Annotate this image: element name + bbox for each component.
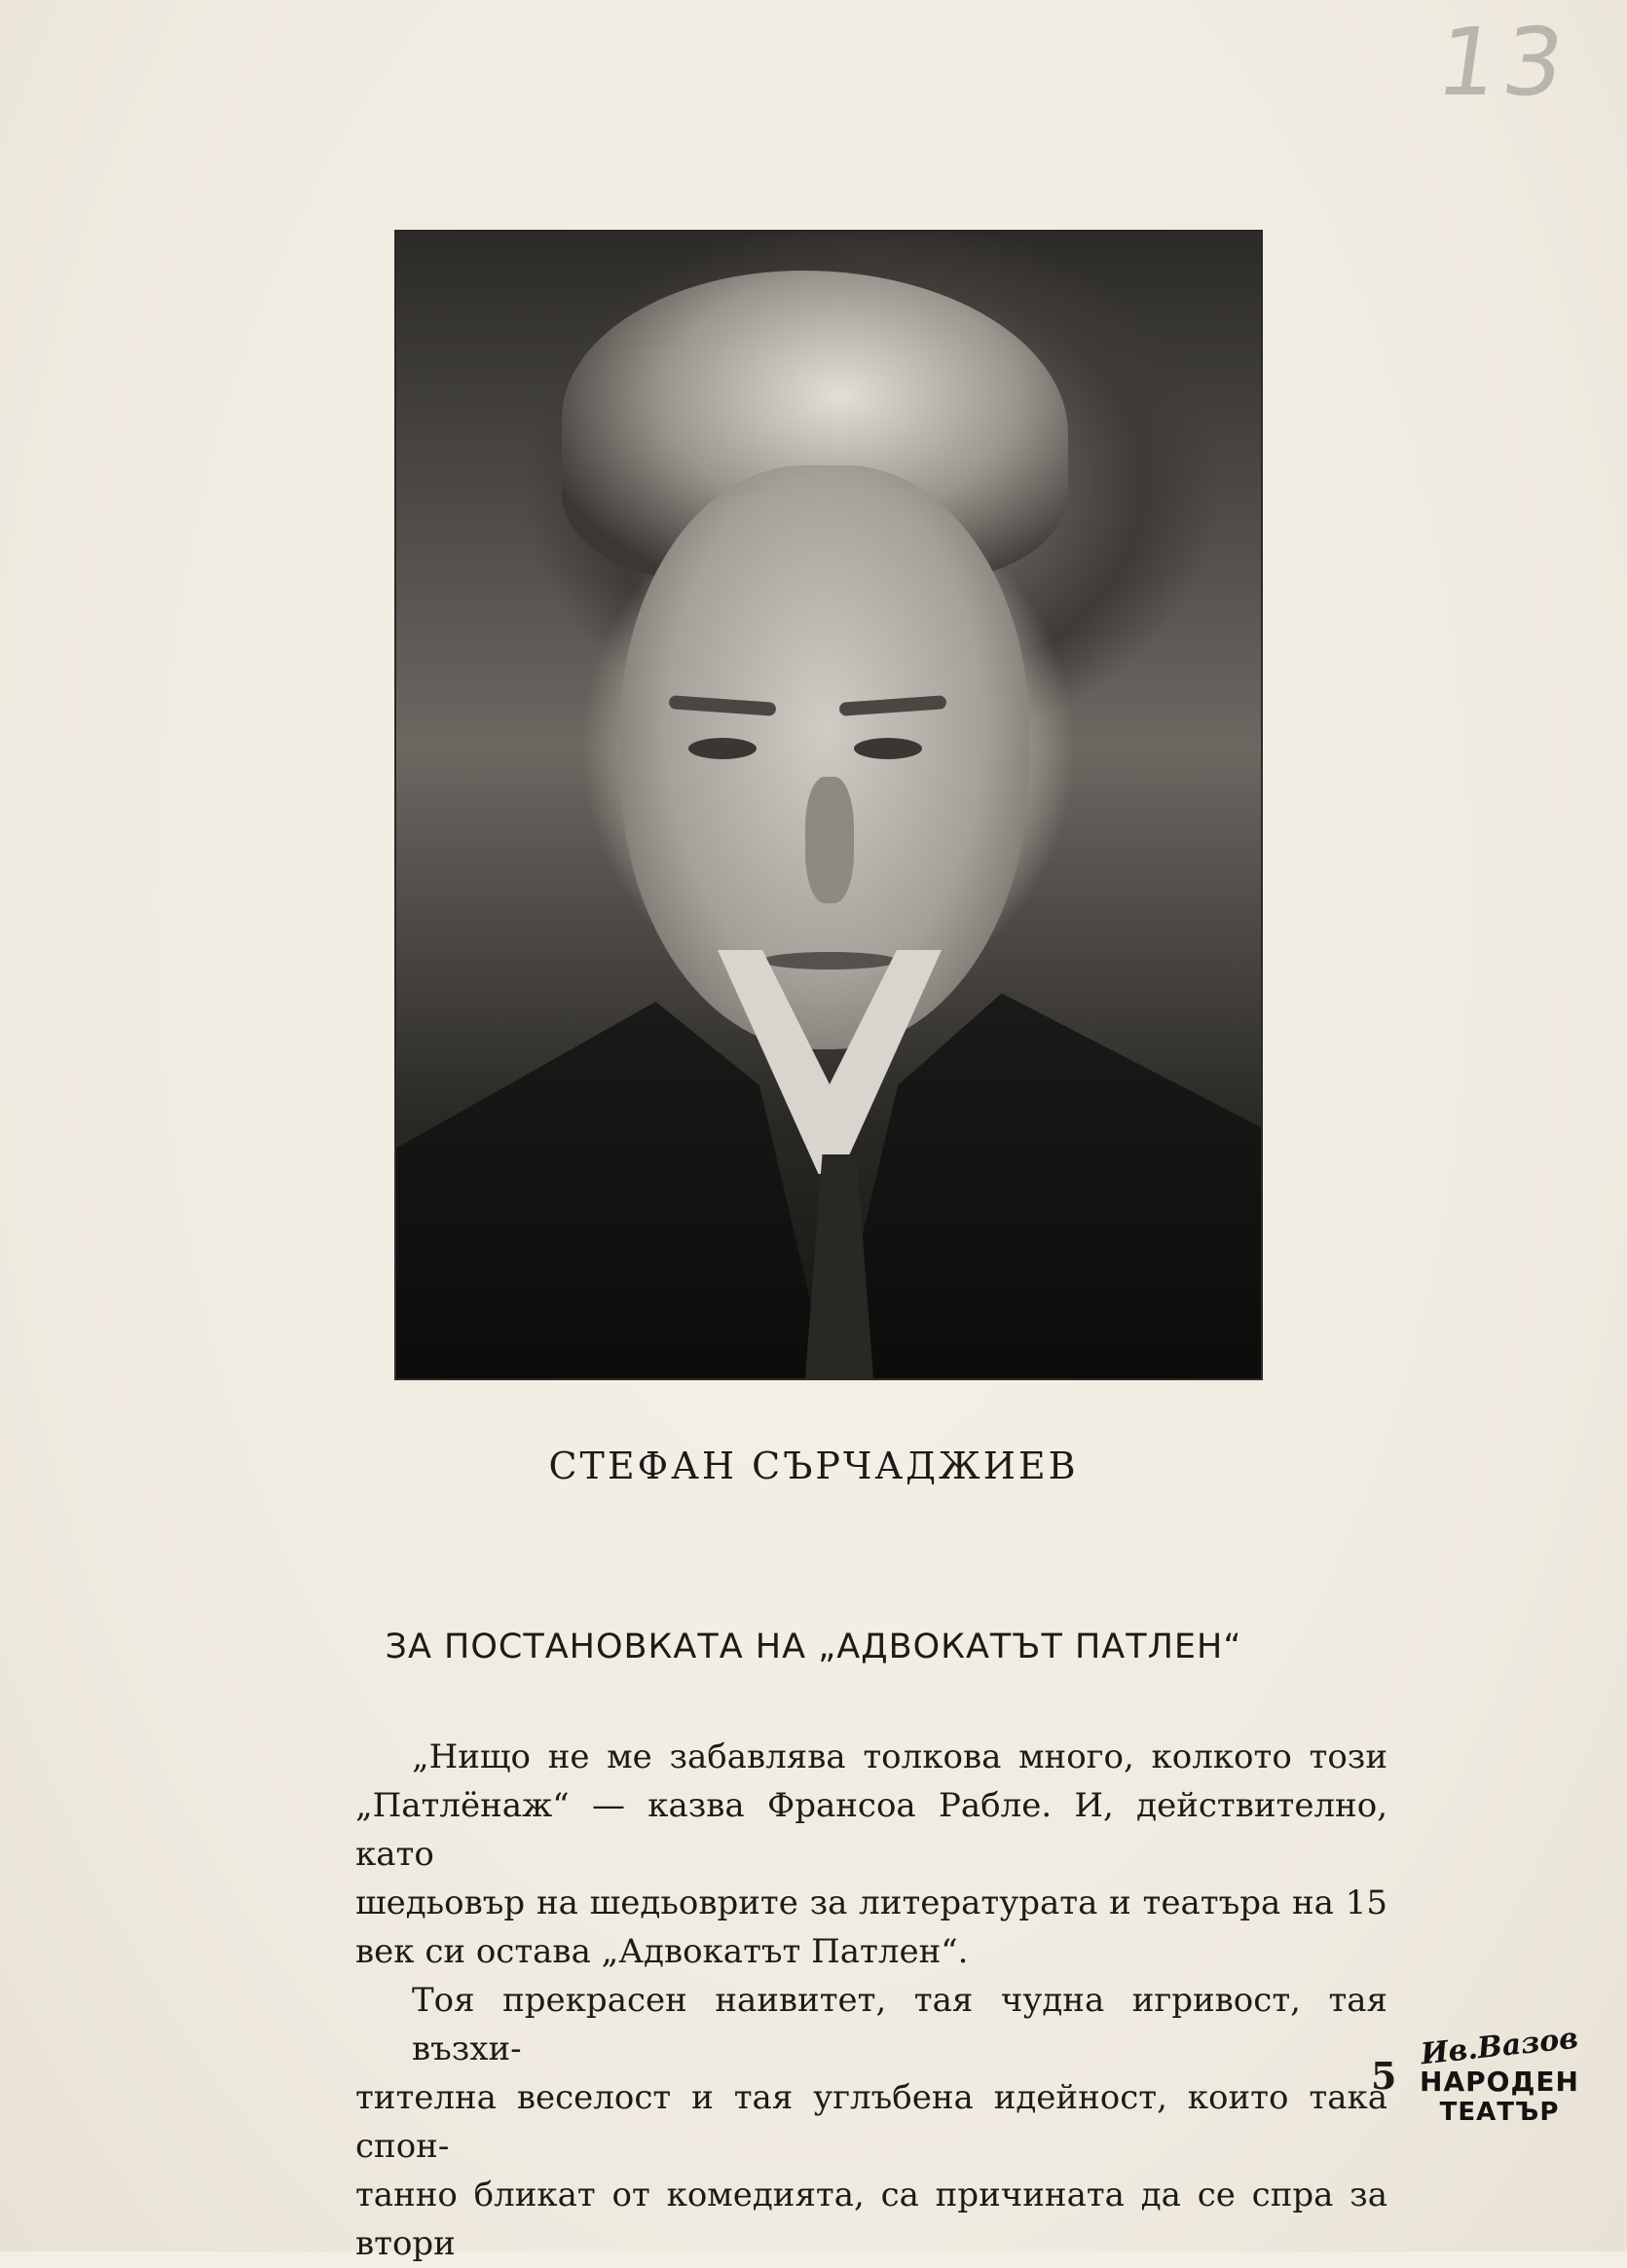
- article-body: [355, 1733, 1387, 2268]
- portrait-eye-left: [688, 738, 757, 759]
- author-portrait-photo: [396, 232, 1261, 1378]
- logo-line-2: ТЕАТЪР: [1439, 2098, 1560, 2127]
- portrait-nose: [805, 777, 854, 903]
- logo-signature: Ив.Вазов: [1419, 2021, 1580, 2072]
- handwritten-page-mark: 13: [1429, 8, 1576, 117]
- body-line: век си остава „Адвокатът Патлен“.: [355, 1932, 969, 1971]
- body-line: танно бликат от комедията, са причината да се спра за втори: [355, 2176, 1387, 2263]
- portrait-mouth: [761, 952, 898, 969]
- body-line: „Нищо не ме забавлява толкова много, колкото този: [412, 1738, 1387, 1776]
- body-line: тителна веселост и тая углъбена идейност, които така спон-: [355, 2078, 1387, 2166]
- page-number: 5: [1371, 2054, 1397, 2098]
- body-line: шедьовър на шедьоврите за литературата и театъра на 15: [355, 1884, 1387, 1922]
- body-line: „Патлёнаж“ — казва Франсоа Рабле. И, действително, като: [355, 1786, 1387, 1874]
- article-heading: ЗА ПОСТАНОВКАТА НА „АДВОКАТЪТ ПАТЛЕН“: [385, 1628, 1242, 1666]
- portrait-eye-right: [854, 738, 922, 759]
- body-line: Тоя прекрасен наивитет, тая чудна игривост, тая възхи-: [412, 1981, 1387, 2068]
- logo-line-1: НАРОДЕН: [1420, 2066, 1579, 2098]
- national-theatre-logo: [1414, 2021, 1585, 2156]
- author-name: СТЕФАН СЪРЧАДЖИЕВ: [548, 1445, 1079, 1487]
- portrait-tie: [805, 1154, 873, 1378]
